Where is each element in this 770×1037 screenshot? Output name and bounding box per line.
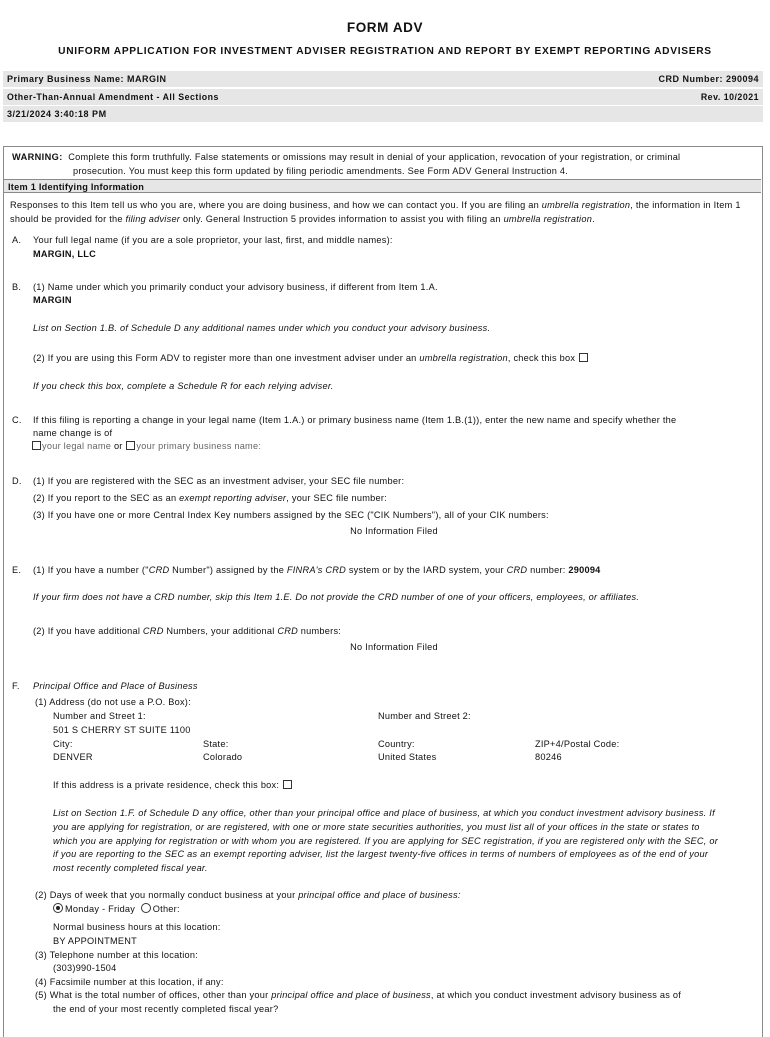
country-label: Country: <box>378 739 415 749</box>
revision: Rev. 10/2021 <box>700 92 759 102</box>
umbrella-registration-checkbox[interactable] <box>579 353 588 362</box>
form-title: FORM ADV <box>346 20 424 35</box>
street1-value: 501 S CHERRY ST SUITE 1100 <box>53 725 191 735</box>
schedule-d-note-line2: you are applying for registration, or are registered, with one or more state securities authorities, you must list all of your offices in the state or states to <box>53 822 700 832</box>
item-e-note: If your firm does not have a CRD number, skip this Item 1.E. Do not provide the CRD number of one of your officers, employees, or affiliates. <box>33 592 640 602</box>
warning-line1: Complete this form truthfully. False statements or omissions may result in denial of your application, revocation of your registration, or criminal <box>68 152 681 162</box>
cik-no-info: No Information Filed <box>350 526 438 536</box>
item-e-q2: (2) If you have additional CRD Numbers, your additional CRD numbers: <box>33 626 342 636</box>
schedule-d-note-line3: which you are applying for registration or with whom you are registered. If you are applying for SEC registration, if you are registered only with the SEC, or <box>53 836 719 846</box>
item-a-letter: A. <box>12 235 22 245</box>
legal-name-change-checkbox[interactable] <box>32 441 41 450</box>
warning-line2: prosecution. You must keep this form updated by filing periodic amendments. See Form ADV General Instruction 4. <box>73 166 569 176</box>
address-label: (1) Address (do not use a P.O. Box): <box>35 697 191 707</box>
item1-header: Item 1 Identifying Information <box>4 179 761 193</box>
header-row-business <box>3 71 763 87</box>
item-b-letter: B. <box>12 282 22 292</box>
state-label: State: <box>203 739 229 749</box>
phone-value: (303)990-1504 <box>53 963 117 973</box>
item1-intro: Responses to this Item tell us who you are, where you are doing business, and how we can contact you. If you are filing an umbrella registration, the information in Item 1 should be provided for the filing adviser only. General Instruction 5 provides information to assist you with filing an umbrella registration. <box>10 200 741 224</box>
crd-number-value: 290094 <box>568 565 601 575</box>
item-e-q1: (1) If you have a number ("CRD Number") assigned by the FINRA's CRD system or by the IARD system, your CRD number: 290094 <box>33 565 601 575</box>
timestamp: 3/21/2024 3:40:18 PM <box>7 109 107 119</box>
city-label: City: <box>53 739 73 749</box>
fax-label: (4) Facsimile number at this location, if any: <box>35 977 224 987</box>
item-b-note2: If you check this box, complete a Schedule R for each relying adviser. <box>33 381 334 391</box>
item-c-line1: If this filing is reporting a change in your legal name (Item 1.A.) or primary business name (Item 1.B.(1)), enter the new name and specify whether the <box>33 415 677 425</box>
item-f-letter: F. <box>12 681 20 691</box>
item-b-note: List on Section 1.B. of Schedule D any additional names under which you conduct your advisory business. <box>33 323 491 333</box>
item-d-letter: D. <box>12 476 22 486</box>
state-value: Colorado <box>203 752 243 762</box>
zip-value: 80246 <box>535 752 562 762</box>
crd-number: CRD Number: 290094 <box>658 74 759 84</box>
item-a-question: Your full legal name (if you are a sole proprietor, your last, first, and middle names): <box>33 235 393 245</box>
item-d-q2: (2) If you report to the SEC as an exempt reporting adviser, your SEC file number: <box>33 493 387 503</box>
monday-friday-radio[interactable] <box>53 903 63 913</box>
offices-question-line2: the end of your most recently completed fiscal year? <box>53 1004 279 1014</box>
zip-label: ZIP+4/Postal Code: <box>535 739 620 749</box>
phone-label: (3) Telephone number at this location: <box>35 950 199 960</box>
item-b-q2: (2) If you are using this Form ADV to register more than one investment adviser under an umbrella registration, check this box <box>33 352 589 365</box>
item-d-q1: (1) If you are registered with the SEC as an investment adviser, your SEC file number: <box>33 476 405 486</box>
private-residence-question: If this address is a private residence, check this box: <box>53 779 293 792</box>
street2-label: Number and Street 2: <box>378 711 471 721</box>
street1-label: Number and Street 1: <box>53 711 146 721</box>
other-days-radio[interactable] <box>141 903 151 913</box>
private-residence-checkbox[interactable] <box>283 780 292 789</box>
item-f-heading: Principal Office and Place of Business <box>33 681 198 691</box>
header-row-amendment <box>3 89 763 105</box>
business-name-value: MARGIN <box>33 295 72 305</box>
business-name-change-checkbox[interactable] <box>126 441 135 450</box>
city-value: DENVER <box>53 752 93 762</box>
business-hours-value: BY APPOINTMENT <box>53 936 137 946</box>
business-hours-label: Normal business hours at this location: <box>53 922 221 932</box>
country-value: United States <box>378 752 437 762</box>
additional-crd-no-info: No Information Filed <box>350 642 438 652</box>
item-c-line2: name change is of <box>33 428 113 438</box>
form-subtitle: UNIFORM APPLICATION FOR INVESTMENT ADVISER REGISTRATION AND REPORT BY EXEMPT REPORTING ADVISERS <box>58 46 712 57</box>
business-days-question: (2) Days of week that you normally conduct business at your principal office and place of business: <box>35 890 461 900</box>
schedule-d-note-line5: most recently completed fiscal year. <box>53 863 208 873</box>
offices-question: (5) What is the total number of offices, other than your principal office and place of business, at which you conduct investment advisory business as of <box>35 990 682 1000</box>
header-row-timestamp <box>3 106 763 122</box>
legal-name-value: MARGIN, LLC <box>33 249 96 259</box>
amendment-type: Other-Than-Annual Amendment - All Sections <box>7 92 219 102</box>
item-b-q1: (1) Name under which you primarily conduct your advisory business, if different from Item 1.A. <box>33 282 438 292</box>
schedule-d-note-line4: if you are reporting to the SEC as an exempt reporting adviser, list the largest twenty-five offices in terms of numbers of employees as of the end of your <box>53 849 709 859</box>
warning-block <box>12 150 757 178</box>
item-e-letter: E. <box>12 565 22 575</box>
business-days-options: Monday - Friday Other: <box>53 903 180 916</box>
item-c-options: your legal name or your primary business name: <box>31 440 261 453</box>
warning-label: WARNING: <box>12 152 63 162</box>
item-d-q3: (3) If you have one or more Central Index Key numbers assigned by the SEC ("CIK Numbers"), all of your CIK numbers: <box>33 510 549 520</box>
item-c-letter: C. <box>12 415 22 425</box>
primary-business-name: Primary Business Name: MARGIN <box>7 74 167 84</box>
schedule-d-note-line1: List on Section 1.F. of Schedule D any office, other than your principal office and place of business, at which you conduct investment advisory business. If <box>53 808 715 818</box>
